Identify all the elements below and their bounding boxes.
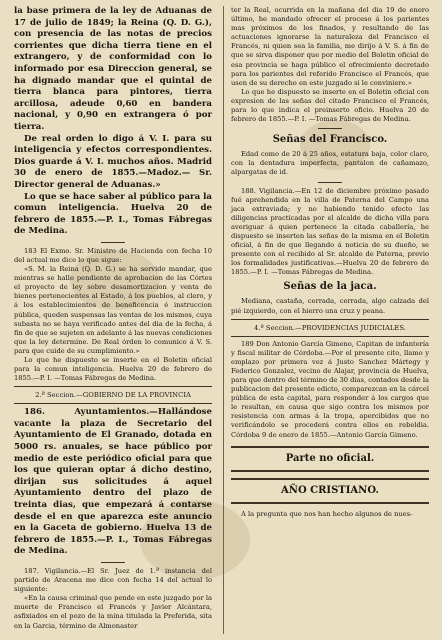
- aduanas-notice-paragraph: Lo que se hace saber al público para la comun inteligencia. Huelva 20 de febrero de 1855.—P. I., Tomas Fábregas de Medina.: [14, 191, 212, 237]
- item-183-intro: 183 El Exmo. Sr. Ministro de Hacienda con fecha 10 del actual me dice lo que sigue:: [14, 246, 212, 264]
- item-183-quote: «S. M. la Reina (Q. D. G.) se ha servido mandar, que mientras se halle pendiente de aprobacion de las Córtes el proyecto de ley sobre desamortizacion y venta de bienes pertenecientes al Estado, á los pueblos, al clero, y á los establecimientos de beneficencia é instruccion pública, queden suspensas las ventas de los mismos, cuya subasta no se haya verificado antes del dia de la fecha, á fin de que se sujeten en adelante á las nuevas condiciones que la ley determine. De Real órden lo comunico á V. S. para que cuide de su cumplimiento.»: [14, 265, 212, 355]
- item-189-edicto: 189 Don Antonio García Gimeno, Capitan de infantería y fiscal militar de Córdoba.—Por el presente cito, llamo y emplazo por primera vez á Justo Sanchez Mártegy y Federico Gonzalez, vecino de Alajar, provincia de Huelva, para que dentro del término de 30 dias, contados desde la publicacion del presente edicto, comparezcan en la cárcel pública de esta capital, para responder á los cargos que le resultan, en causa que sigo contra los mismos por resistencia con armas á la tropa, apercibidos que no verificándolo se procederá contra ellos en rebeldia. Córdoba 9 de enero de 1855.—Antonio García Gimeno.: [231, 339, 429, 439]
- parte-no-oficial-box: [231, 446, 429, 472]
- section-2-heading: 2.ª Seccion.—GOBIERNO DE LA PROVINCIA: [35, 391, 191, 400]
- divider: [231, 336, 429, 337]
- divider: [318, 128, 342, 129]
- item-183-closing: Lo que he dispuesto se inserte en el Boletin oficial para la comun inteligencia. Huelva 20 de febrero de 1855.—P. I. —Tomas Fábregas de Medina.: [14, 356, 212, 383]
- ano-cristiano-text: A la pregunta que nos han hecho algunos de nues-: [241, 509, 413, 518]
- senas-francisco-text: Edad como de 20 á 25 años, estatura baja, color claro, con la dentadura imperfecta, pantalon de cañamazo, alpargatas de id.: [231, 150, 429, 177]
- item-187-intro: 187. Vigilancia.—El Sr. Juez de 1.ª instancia del partido de Aracena me dice con fecha 14 del actual lo siguiente:: [14, 567, 212, 594]
- item-187-quote: «En la causa criminal que pende en este juzgado por la muerte de Francisco el Francés y Javier Alcántara, asfixiados en el pozo de la mina titulada la Preferida, sita en la Garcia, término de Almonaster: [14, 594, 212, 630]
- real-orden-paragraph: De real orden lo digo á V. I. para su inteligencia y efectos correspondientes. Dios guarde á V. I. muchos años. Madrid 30 de enero de 1855.—Madoz.— Sr. Director general de Aduanas.»: [14, 133, 212, 190]
- divider: [101, 242, 125, 243]
- left-column: [14, 6, 212, 631]
- senas-jaca-text: Mediana, castaña, cerrada, cerrada, algo calzada del pié izquierdo, con el hierro una cruz y peana.: [231, 297, 429, 315]
- divider: [318, 182, 342, 183]
- item-187-closing: Lo que he dispuesto se inserte en el Boletin oficial con expresion de las señas del citado Francisco el Francés, para lo que indica el preinserto oficio. Huelva 20 de febrero de 1855.—P. I. —Tomas Fábregas de Medina.: [231, 87, 429, 124]
- parte-no-oficial-heading: Parte no oficial.: [285, 452, 375, 464]
- section-4-heading: 4.ª Seccion.—PROVIDENCIAS JUDICIALES.: [254, 323, 406, 332]
- ano-cristiano-box: [231, 478, 429, 504]
- divider: [101, 562, 125, 563]
- item-186-ayuntamientos: 186. Ayuntamientos.—Hallándose vacante la plaza de Secretario del Ayuntamiento de El Granado, dotada en 5000 rs. anuales, se hace público por medio de este periódico oficial para que los que quieran optar á dicho destino, dirijan sus solicitudes á aquel Ayuntamiento dentro del plazo de treinta dias, que empezará á contarse desde el en que aparezca este anuncio en la Gaceta de gobierno. Huelva 13 de febrero de 1855.—P. I., Tomas Fábregas de Medina.: [14, 407, 212, 557]
- ano-cristiano-heading: AÑO CRISTIANO.: [281, 484, 379, 496]
- senas-jaca-heading: Señas de la jaca.: [283, 281, 377, 293]
- column-rule: [223, 6, 224, 634]
- item-188-vigilancia: 188. Vigilancia.—En 12 de diciembre próximo pasado fué aprehendida en la villa de Paterna del Campo una jaca extraviada; y no habiendo tenido efecto las diligencias practicadas por el alcalde de dicha villa para averiguar á quien pertenece la citada caballería, he dispuesto se inserten las señas de la misma en el Boletin oficial, á fin de que llegando á noticia de su dueño, se presente con el recibido al Sr. alcalde de Paterna, previo los formalidades justificativas.—Huelva 20 de febrero de 1855.—P. I. —Tomas Fábregas de Medina.: [231, 186, 429, 277]
- divider: [14, 386, 212, 387]
- divider: [231, 319, 429, 320]
- item-187-continued: ter la Real, ocurrida en la mañana del dia 19 de enero último, he mandado ofrecer el proceso á los parientes mas próximos de los finados, y resultando de las actuaciones ignorarse la naturaleza del Francisco el Francés, ni quien sea la familia, me dirijo á V. S. á fin de que se sirva disponer que por medio del Boletin oficial de esa provincia se haga público el ofrecimiento decretado para los parientes del referido Francisco el Francés, que usen de su derecho en este juzgado si le conviniere.»: [231, 6, 429, 87]
- aduanas-paragraph: la base primera de la ley de Aduanas de 17 de julio de 1849; la Reina (Q. D. G.), con presencia de las notas de precios corrientes que dicha tierra tiene en el extrangero, y de conformidad con lo informado por esa Direccion general, se ha dignado mandar que el quintal de tierra blanca para pintores, tierra arcillosa, adeude 0,60 en bandera nacional, y 0,90 en extrangera ó por tierra.: [14, 6, 212, 132]
- divider: [14, 403, 212, 404]
- senas-francisco-heading: Señas del Francisco.: [272, 134, 388, 146]
- right-column: [231, 6, 429, 519]
